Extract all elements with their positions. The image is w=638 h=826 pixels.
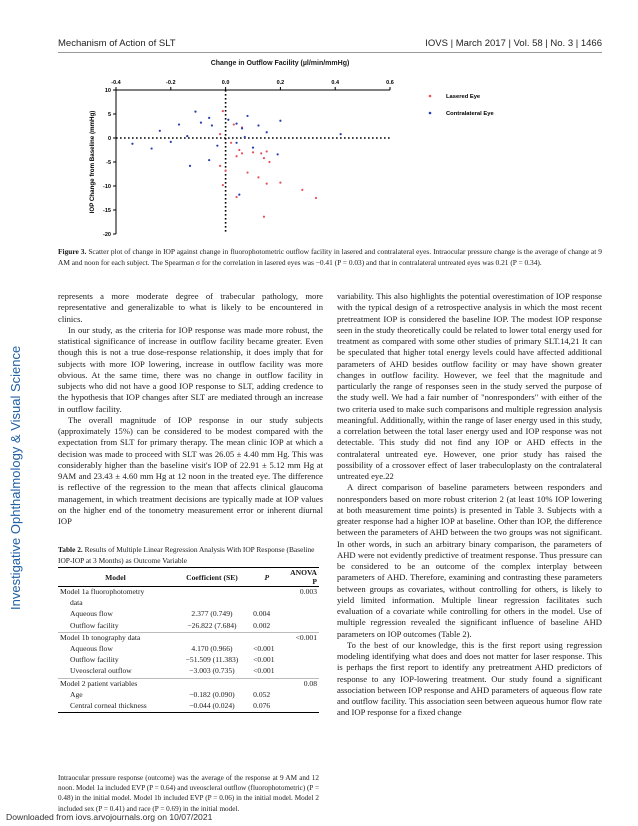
data-point-contralateral (340, 133, 342, 135)
data-point-contralateral (266, 131, 268, 133)
table-header-p: P (251, 568, 282, 587)
data-point-lasered (257, 176, 259, 178)
data-point-contralateral (131, 143, 133, 145)
data-point-contralateral (244, 136, 246, 138)
data-point-lasered (266, 183, 268, 185)
table-cell-anova (282, 621, 319, 633)
table-caption (58, 545, 319, 566)
running-head-left: Mechanism of Action of SLT (58, 38, 176, 49)
data-point-lasered (301, 189, 303, 191)
table-note: Intraocular pressure response (outcome) was the average of the response at 9 AM and 12 noon. Model 1a included EVP (P = 0.64) and uveoscleral outflow (fluorophotometric) (P = 0.48) in the initial model. Model 1b included EVP (P = 0.06) in the initial model. Model 2 included sex (P = 0.41) and race (P = 0.69) in the initial model. (58, 774, 320, 813)
download-footer: Downloaded from iovs.arvojournals.org on 10/07/2021 (6, 812, 213, 822)
figure-caption (58, 247, 602, 268)
data-point-contralateral (252, 147, 254, 149)
data-point-lasered (266, 150, 268, 152)
data-point-contralateral (189, 165, 191, 167)
x-tick-label: 0.4 (331, 80, 340, 86)
x-tick-label: -0.4 (111, 80, 121, 86)
data-point-lasered (238, 149, 240, 151)
data-point-lasered (263, 157, 265, 159)
data-point-contralateral (257, 124, 259, 126)
data-point-contralateral (227, 119, 229, 121)
table-label: Table 2. (58, 545, 83, 554)
regression-table (58, 567, 319, 713)
table-cell-anova (282, 644, 319, 655)
table-row (58, 632, 319, 644)
chart-title: Change in Outflow Facility (µl/min/mmHg) (210, 60, 350, 67)
data-point-lasered (263, 216, 265, 218)
table-cell-p: 0.002 (253, 620, 271, 630)
data-point-lasered (260, 152, 262, 154)
right-column (337, 291, 602, 719)
legend-label: Lasered Eye (446, 94, 481, 100)
data-point-contralateral (178, 123, 180, 125)
left-para-1: represents a more moderate degree of trabecular pathology, more representative and generalizable to what is likely to be encountered in clinics. (58, 291, 323, 324)
table-cell-coef: −51.509 (11.383) (185, 655, 239, 665)
table-cell-anova: 0.003 (299, 587, 317, 596)
y-tick-label: 0 (107, 136, 111, 142)
table-cell-coef: −3.003 (0.735) (189, 666, 235, 676)
table-cell-p: 0.004 (253, 609, 271, 619)
data-point-contralateral (246, 115, 248, 117)
y-tick-label: -10 (103, 184, 111, 190)
table-cell-p (251, 678, 282, 690)
table-cell-p (251, 587, 282, 599)
y-tick-label: -20 (103, 232, 111, 238)
running-head-right: IOVS | March 2017 | Vol. 58 | No. 3 | 1466 (425, 38, 602, 49)
table-cell-anova (282, 655, 319, 666)
data-point-lasered (279, 182, 281, 184)
table-cell-coef: −26.822 (7.684) (187, 620, 237, 630)
table-cell-model: Uveoscleral outflow (70, 666, 132, 676)
data-point-lasered (235, 155, 237, 157)
table-cell-p: <0.001 (253, 655, 275, 665)
table-row (58, 655, 319, 666)
left-para-3: The overall magnitude of IOP response in our study subjects (approximately 15%) can be considered to be modest compared with the expectation from SLT for primary therapy. The mean clinic IOP at which a decision was made to proceed with SLT was 26.05 ± 4.40 mm Hg. This was considerably higher than the baseline visit's IOP of 22.91 ± 5.12 mm Hg at 9AM and 23.43 ± 4.60 mm Hg at 12 noon in the treated eye. The difference is reflective of the regression to the mean that affects clinical glaucoma management, in which treatment decisions are typically made at IOP values on the higher end of the tonometry measurement error or inherent diurnal IOP (58, 414, 323, 526)
data-point-contralateral (235, 123, 237, 125)
table-cell-anova (282, 701, 319, 713)
data-point-lasered (219, 165, 221, 167)
data-point-contralateral (241, 127, 243, 129)
table-cell-model: Model 2 patient variables (58, 678, 173, 690)
table-header-model: Model (58, 568, 173, 587)
data-point-lasered (252, 151, 254, 153)
table-row (58, 598, 319, 609)
table-cell-model: Aqueous flow (70, 643, 113, 653)
data-point-lasered (235, 196, 237, 198)
data-point-contralateral (159, 130, 161, 132)
data-point-contralateral (211, 124, 213, 126)
right-para-1: variability. This also highlights the potential overestimation of IOP response with the typical design of a retrospective analysis in which the most recent pretreatment IOP is considered the baseline IOP. The modest IOP response seen in the study theoretically could be related to lower total energy used for treatment as compared with some other studies of primary SLT.14,21 It can be speculated that higher total energy levels could have affected additional parameters of AHD besides outflow facility or may have shown greater changes in outflow facility. However, we feel that the magnitude and particularly the range of responses seen in the study served the purpose of the study well. We had a fair number of "nonresponders" with either of the two criteria used to make such comparisons and multiple regression analysis meaningful. Additionally, within the range of laser energy used in this study, a correlation between the total laser energy used and IOP response was not detectable. This study did not find any IOP or AHD effects in the contralateral untreated eye. However, one prior study has raised the possibility of a crossover effect of laser trabeculoplasty on the contralateral untreated eye.22 (337, 291, 602, 481)
table-cell-model: Aqueous flow (70, 609, 113, 619)
table-cell-model: Model 1b tonography data (58, 632, 173, 644)
table-cell-p: <0.001 (253, 643, 275, 653)
data-point-lasered (222, 184, 224, 186)
table-header-row (58, 568, 319, 587)
table-row (58, 690, 319, 701)
left-para-2: In our study, as the criteria for IOP response was made more robust, the statistical significance of increase in outflow facility became greater. Even though this is not a true dose-response relationship, it does imply that for subjects with more IOP lowering, increase in outflow facility was more obvious. At the same time, there was no change in outflow facility in subjects who did not have a good IOP response to SLT, adding credence to the hypothesis that IOP changes after SLT are mediated through an increase in outflow facility. (58, 324, 323, 414)
data-point-contralateral (194, 111, 196, 113)
x-tick-label: -0.2 (166, 80, 176, 86)
data-point-contralateral (200, 122, 202, 124)
header-rule (58, 52, 602, 53)
scatter-chart (58, 70, 598, 242)
table-cell-p: 0.052 (253, 689, 271, 699)
right-para-3: To the best of our knowledge, this is the first report using regression modeling identifying what does and does not matter for laser response. This is perhaps the first report to identify any pretreatment AHD predictors of response to any IOP-lowering treatment. Our study found a significant association between IOP response and AHD parameters of aqueous flow rate and outflow facility. This association seen between aqueous humor flow rate and IOP response for a fixed change (337, 639, 602, 718)
y-tick-label: -5 (106, 160, 111, 166)
table-cell-anova (282, 666, 319, 678)
table-cell-anova (282, 690, 319, 701)
data-point-contralateral (151, 147, 153, 149)
data-point-lasered (246, 171, 248, 173)
data-point-lasered (219, 133, 221, 135)
table-cell-coef (173, 632, 251, 644)
data-point-contralateral (186, 135, 188, 137)
table-row (58, 609, 319, 620)
x-tick-label: 0.6 (386, 80, 394, 86)
data-point-lasered (233, 123, 235, 125)
legend-label: Contralateral Eye (446, 111, 494, 117)
table-cell-model: Model 1a fluorophotometry (60, 587, 145, 596)
data-point-contralateral (235, 142, 237, 144)
table-cell-p: <0.001 (253, 666, 275, 676)
figure-caption-label: Figure 3. (58, 247, 87, 256)
table-cell-p (251, 598, 282, 609)
table-cell-coef (173, 598, 251, 609)
table-cell-model: Central corneal thickness (58, 701, 173, 713)
table-cell-model: Age (70, 689, 83, 699)
table-cell-model: data (70, 598, 83, 608)
table-cell-coef: 2.377 (0.749) (191, 609, 233, 619)
table-cell-anova (282, 609, 319, 620)
table-cell-anova: 0.08 (282, 678, 319, 690)
table-row (58, 644, 319, 655)
table-cell-coef: 4.170 (0.966) (191, 643, 233, 653)
side-banner-text: Investigative Ophthalmology & Visual Science (8, 345, 23, 610)
data-point-lasered (225, 170, 227, 172)
table-cell-coef (173, 587, 251, 599)
data-point-lasered (241, 152, 243, 154)
data-point-lasered (268, 161, 270, 163)
table-row (58, 587, 319, 599)
y-tick-label: -15 (103, 208, 111, 214)
table-cell-coef: −0.044 (0.024) (173, 701, 251, 713)
table-cell-anova (282, 598, 319, 609)
x-tick-label: 0.0 (221, 80, 230, 86)
data-point-lasered (222, 110, 224, 112)
data-point-contralateral (216, 145, 218, 147)
table-caption-text: Results of Multiple Linear Regression Analysis With IOP Response (Baseline IOP-IOP at 3 Months) as Outcome Variable (58, 545, 315, 565)
left-column (58, 291, 323, 527)
y-axis-label: IOP Change from Baseline (mmHg) (89, 110, 96, 214)
table-cell-p: 0.076 (251, 701, 282, 713)
table-cell-model: Outflow facility (70, 655, 119, 665)
table-row (58, 666, 319, 678)
data-point-contralateral (208, 117, 210, 119)
data-point-contralateral (238, 194, 240, 196)
figure-caption-text: Scatter plot of change in IOP against change in fluorophotometric outflow facility in lasered and contralateral eyes. Intraocular pressure change is the average of change at 9 AM and noon for each subject. The Spearman σ for the correlation in lasered eyes was −0.41 (P = 0.03) and that in contralateral untreated eyes was 0.21 (P = 0.34). (58, 247, 602, 267)
data-point-lasered (315, 197, 317, 199)
legend-marker (429, 112, 432, 115)
legend-marker (429, 95, 432, 98)
table-cell-anova: <0.001 (282, 632, 319, 644)
table-header-anova: ANOVA P (282, 568, 319, 587)
table-cell-p (251, 632, 282, 644)
table-header-coef: Coefficient (SE) (173, 568, 251, 587)
table-cell-model: Outflow facility (70, 620, 119, 630)
data-point-contralateral (170, 141, 172, 143)
data-point-contralateral (208, 159, 210, 161)
y-tick-label: 5 (107, 112, 111, 118)
data-point-lasered (230, 142, 232, 144)
right-para-2: A direct comparison of baseline parameters between responders and nonresponders based on more robust criterion 2 (at least 10% IOP lowering at both measurement time points) is presented in Table 3. Subjects with a greater response had a higher IOP at baseline. Other than IOP, the difference between the parameters of AHD between the two groups was not significant. In other words, in such an arbitrary binary comparison, the parameters of AHD were not evidently predictive of treatment response. Thus pressure can be considered to be an outcome of the complex interplay between parameters of AHD. Therefore, examining and contrasting these parameters between groups as covariates, without controlling for others, is likely to yield limited information. Multiple linear regression facilitates such evaluation of a covariate while controlling for others in the model. Use of multiple regression revealed the significant influence of baseline AHD parameters on IOP outcomes (Table 2). (337, 482, 602, 639)
data-point-contralateral (279, 120, 281, 122)
table-row (58, 678, 319, 690)
data-point-contralateral (277, 153, 279, 155)
table-row (58, 701, 319, 713)
y-tick-label: 10 (104, 88, 111, 94)
x-tick-label: 0.2 (276, 80, 285, 86)
table-row (58, 621, 319, 633)
table-cell-coef (173, 678, 251, 690)
table-cell-coef: −0.182 (0.090) (189, 689, 235, 699)
